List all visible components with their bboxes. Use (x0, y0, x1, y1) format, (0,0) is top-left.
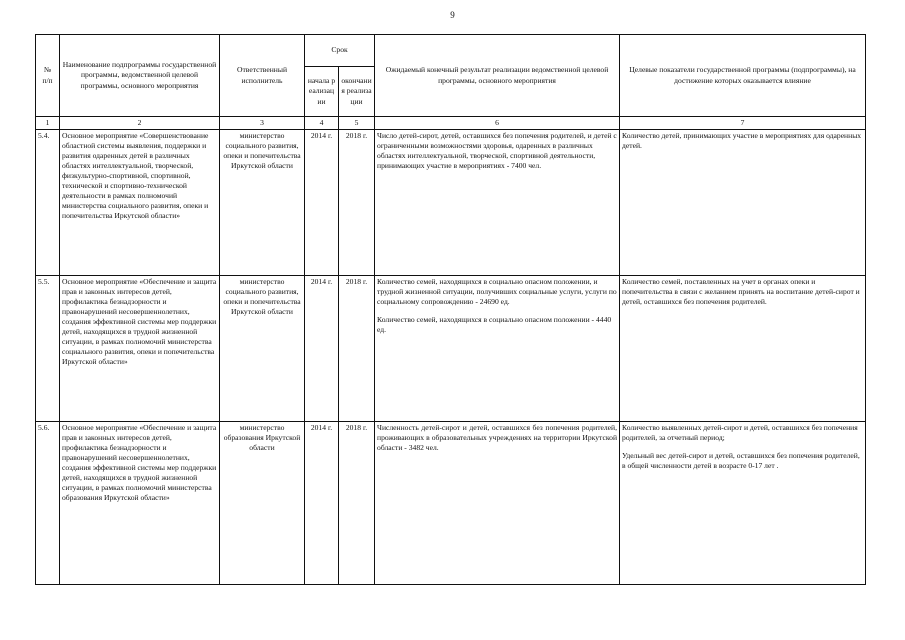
indicator-text: Количество семей, поставленных на учет в органах опеки и попечительства в связи с желанием принять на воспитание детей-сирот и детей, оставшихся без попечения родителей. (622, 277, 860, 307)
row-start: 2014 г. (305, 276, 339, 422)
row-indicators (620, 130, 866, 276)
header-name: Наименование подпрограммы государственной программы, ведомственной целевой программы, основного мероприятия (60, 35, 220, 117)
row-end: 2018 г. (339, 130, 375, 276)
expected-text: Количество семей, находящихся в социально опасном положении - 4440 ед. (377, 315, 612, 335)
row-num: 5.5. (36, 276, 60, 422)
expected-text: Численность детей-сирот и детей, оставшихся без попечения родителей, проживающих в образовательных учреждениях на территории Иркутской области - 3482 чел. (377, 423, 618, 453)
row-indicators (620, 422, 866, 585)
header-term: Срок (305, 35, 375, 67)
row-expected (375, 422, 620, 585)
column-number: 2 (60, 117, 220, 130)
row-expected (375, 130, 620, 276)
indicator-text: Количество детей, принимающих участие в мероприятиях для одаренных детей. (622, 131, 862, 151)
expected-text: Количество семей, находящихся в социально опасном положении, и трудной жизненной ситуации, получивших социальные услуги, услуги по социальному сопровождению - 24690 ед. (377, 277, 617, 307)
indicator-text: Количество выявленных детей-сирот и детей, оставшихся без попечения родителей, за отчетный период; (622, 423, 858, 443)
table-row (36, 276, 866, 422)
column-number: 4 (305, 117, 339, 130)
table-row (36, 422, 866, 585)
column-numbers-row (36, 117, 866, 130)
header-expected: Ожидаемый конечный результат реализации ведомственной целевой программы, основного мероприятия (375, 35, 620, 117)
row-responsible: министерство социального развития, опеки и попечительства Иркутской области (220, 130, 305, 276)
indicator-text: Удельный вес детей-сирот и детей, оставшихся без попечения родителей, в общей численности детей в возрасте 0-17 лет . (622, 451, 860, 471)
row-num: 5.6. (36, 422, 60, 585)
row-indicators (620, 276, 866, 422)
row-num: 5.4. (36, 130, 60, 276)
program-table (35, 34, 866, 585)
page-number: 9 (450, 10, 455, 20)
header-num: № п/п (36, 35, 60, 117)
table-row (36, 130, 866, 276)
header-indicators: Целевые показатели государственной программы (подпрограммы), на достижение которых оказывается влияние (620, 35, 866, 117)
column-number: 7 (620, 117, 866, 130)
row-expected (375, 276, 620, 422)
header-end: окончания реализации (339, 67, 375, 117)
header-start: начала реализации (305, 67, 339, 117)
row-end: 2018 г. (339, 422, 375, 585)
row-end: 2018 г. (339, 276, 375, 422)
row-start: 2014 г. (305, 130, 339, 276)
header-row (36, 35, 866, 67)
row-start: 2014 г. (305, 422, 339, 585)
column-number: 6 (375, 117, 620, 130)
row-responsible: министерство образования Иркутской области (220, 422, 305, 585)
column-number: 5 (339, 117, 375, 130)
header-responsible: Ответственный исполнитель (220, 35, 305, 117)
row-name: Основное мероприятие «Совершенствование областной системы выявления, поддержки и развития одаренных детей в различных областях интеллектуальной, творческой, физкультурно-спортивной, спортивной, технической и спортивно-технической деятельности в рамках полномочий министерства социального развития, опеки и попечительства Иркутской области» (60, 130, 220, 276)
column-number: 1 (36, 117, 60, 130)
row-responsible: министерство социального развития, опеки и попечительства Иркутской области (220, 276, 305, 422)
expected-text: Число детей-сирот, детей, оставшихся без попечения родителей, и детей с ограниченными возможностями здоровья, одаренных в различных областях интеллектуальной, творческой, спортивной деятельности, принимающих участие в мероприятиях - 7400 чел. (377, 131, 617, 171)
row-name: Основное мероприятие «Обеспечение и защита прав и законных интересов детей, профилактика безнадзорности и правонарушений несовершеннолетних, создания эффективной системы мер поддержки детей, находящихся в трудной жизненной ситуации, в рамках полномочий министерства образования Иркутской области» (60, 422, 220, 585)
column-number: 3 (220, 117, 305, 130)
row-name: Основное мероприятие «Обеспечение и защита прав и законных интересов детей, профилактика безнадзорности и правонарушений несовершеннолетних, создания эффективной системы мер поддержки детей, находящихся в трудной жизненной ситуации, в рамках полномочий министерства социального развития, опеки и попечительства Иркутской области» (60, 276, 220, 422)
